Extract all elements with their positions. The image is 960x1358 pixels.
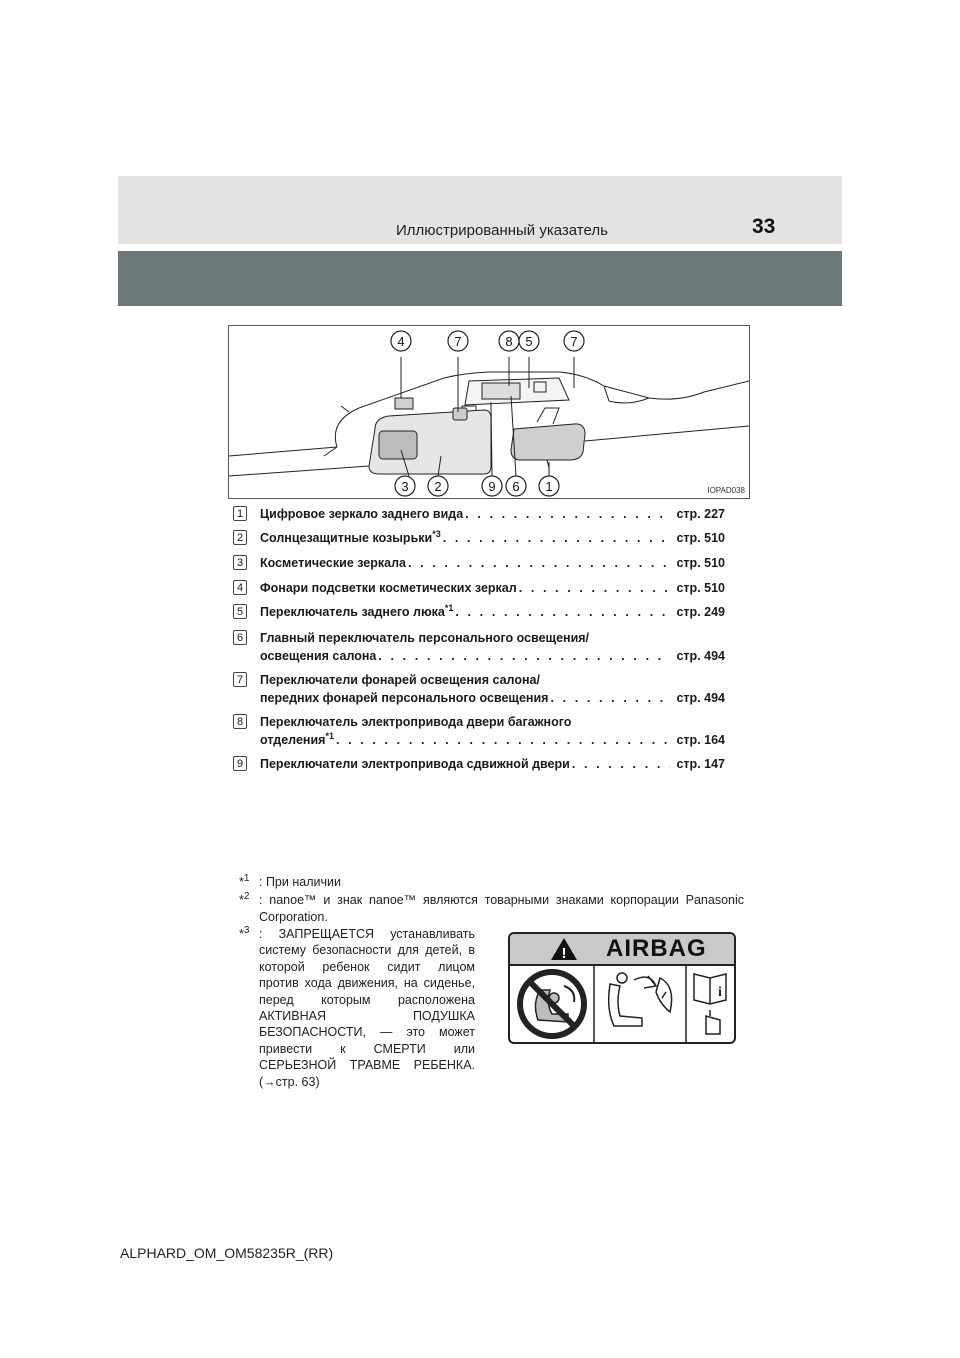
page-reference[interactable]: стр. 227 (676, 507, 725, 521)
callout-top-3: 8 (505, 334, 513, 349)
legend-label: Переключатель заднего люка (260, 605, 445, 619)
legend-number: 2 (233, 530, 247, 545)
callout-bottom-4: 6 (512, 479, 520, 494)
page-reference[interactable]: стр. 510 (676, 556, 725, 570)
legend-label: Переключатели электропривода сдвижной двери (260, 757, 570, 771)
page-reference[interactable]: стр. 164 (676, 733, 725, 747)
legend-number: 1 (233, 506, 247, 521)
footnote-ref: *3 (432, 528, 441, 539)
warning-symbol: ! (561, 945, 567, 961)
page-reference[interactable]: стр. 147 (676, 757, 725, 771)
leader-dots (441, 529, 671, 547)
svg-text:i: i (718, 985, 722, 1000)
document-code: ALPHARD_OM_OM58235R_(RR) (120, 1245, 334, 1261)
footnote-ref: *1 (444, 602, 454, 613)
callout-top-2: 7 (454, 334, 462, 349)
callout-top-4: 5 (525, 334, 533, 349)
leader-dots (463, 505, 670, 523)
legend-label: Переключатель электропривода двери багажного (260, 715, 572, 729)
airbag-seat-icon (609, 973, 672, 1026)
page-reference[interactable]: стр. 510 (676, 581, 725, 595)
footnote-number: 1 (243, 872, 250, 884)
legend-number: 5 (233, 604, 247, 619)
callout-bottom-2: 2 (434, 479, 442, 494)
legend-label: Главный переключатель персонального освещения/ (260, 631, 590, 645)
overhead-console-drawing (229, 326, 749, 498)
footnote-ref: *1 (325, 730, 334, 741)
footnote-number: 2 (243, 890, 250, 902)
footnote-3 (239, 926, 479, 1106)
callout-top-5: 7 (570, 334, 578, 349)
legend-label: передних фонарей персонального освещения (260, 691, 549, 705)
callout-bottom-5: 1 (545, 479, 553, 494)
leader-dots (453, 603, 670, 621)
warning-triangle-icon (550, 937, 578, 961)
footnote-asterisk: * (239, 927, 244, 941)
legend-label: освещения салона (260, 649, 377, 663)
section-bar (118, 251, 842, 306)
legend-label: Переключатели фонарей освещения салона/ (260, 673, 540, 687)
overhead-console-illustration (228, 325, 750, 499)
legend-label: Цифровое зеркало заднего вида (260, 507, 464, 521)
airbag-pictograms (510, 964, 736, 1044)
footnote-number: 3 (243, 924, 250, 936)
footnote-text: : При наличии (259, 875, 341, 889)
leader-dots (517, 579, 671, 597)
read-manual-icon (694, 974, 726, 1034)
page-header-title: Иллюстрированный указатель (396, 222, 608, 239)
legend-number: 7 (233, 672, 247, 687)
legend-label: Солнцезащитные козырьки (260, 531, 433, 545)
page-reference[interactable]: стр. 510 (676, 531, 725, 545)
leader-dots (570, 755, 671, 773)
airbag-word: AIRBAG (606, 935, 707, 962)
page-number: 33 (752, 215, 776, 238)
legend-number: 6 (233, 630, 247, 645)
footnote-asterisk: * (239, 875, 244, 889)
leader-dots (334, 731, 671, 749)
legend-number: 9 (233, 756, 247, 771)
legend-label: отделения (260, 733, 326, 747)
airbag-label-header (510, 934, 734, 966)
leader-dots (376, 647, 670, 665)
image-code: IOPAD038 (707, 486, 745, 495)
leader-dots (548, 689, 670, 707)
footnote-2 (239, 892, 744, 928)
legend-label: Косметические зеркала (260, 556, 406, 570)
airbag-warning-label (508, 932, 736, 1044)
page-reference[interactable]: стр. 494 (676, 691, 725, 705)
callout-bottom-1: 3 (401, 479, 409, 494)
legend-label: Фонари подсветки косметических зеркал (260, 581, 517, 595)
legend-number: 3 (233, 555, 247, 570)
footnote-text: : ЗАПРЕЩАЕТСЯ устанавливать систему безопасности для детей, в которой ребенок сидит лицом против хода движения, на сиденье, перед которым расположена АКТИВНАЯ ПОДУШКА БЕЗОПАСНОСТИ, — это может привести к СМЕРТИ или СЕРЬЕЗНОЙ ТРАВМЕ РЕБЕНКА. (→стр. 63) (259, 927, 475, 1089)
leader-dots (406, 554, 670, 572)
footnote-asterisk: * (239, 893, 244, 907)
footnote-text: : nanoe™ и знак nanoe™ являются товарными знаками корпорации Panasonic Corporation. (259, 893, 744, 924)
page-reference[interactable]: стр. 494 (676, 649, 725, 663)
callout-bottom-3: 9 (488, 479, 496, 494)
no-rear-facing-child-seat-icon (520, 972, 584, 1036)
callout-top-1: 4 (397, 334, 405, 349)
legend-number: 4 (233, 580, 247, 595)
page-reference[interactable]: стр. 249 (676, 605, 725, 619)
legend-number: 8 (233, 714, 247, 729)
